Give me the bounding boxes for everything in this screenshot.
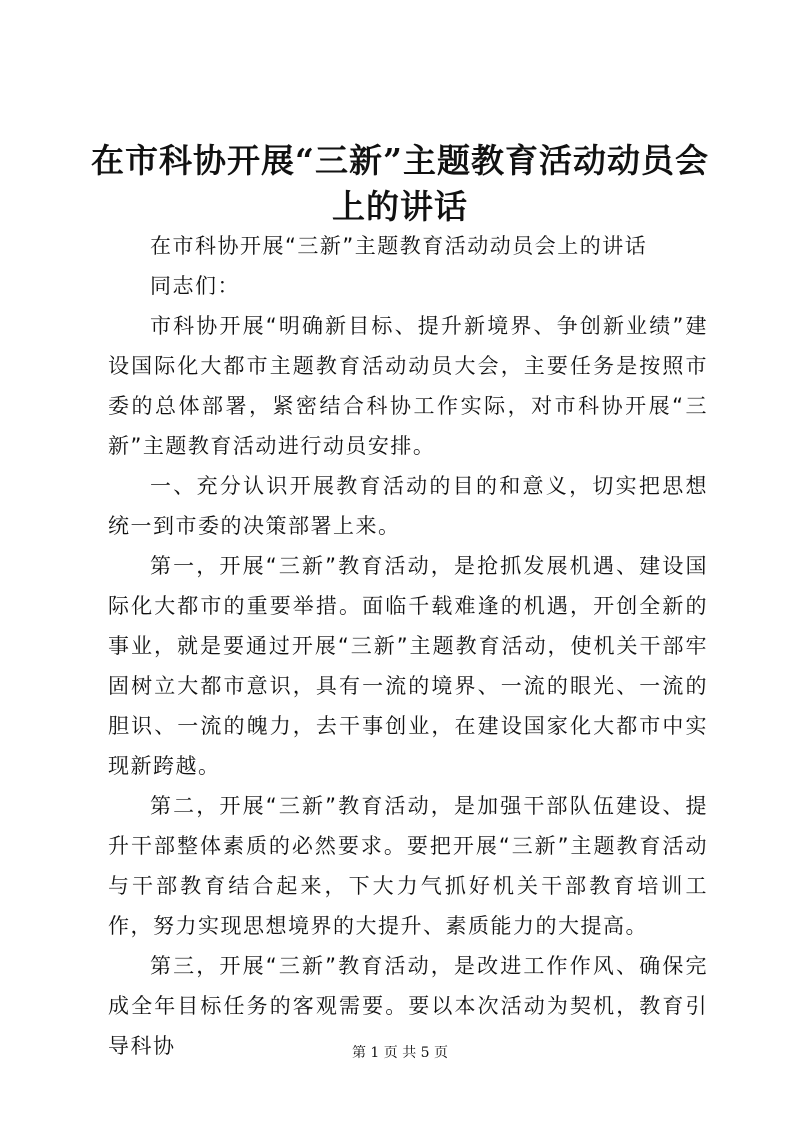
document-body <box>108 226 708 1066</box>
paragraph-intro: 市科协开展“明确新目标、提升新境界、争创新业绩”建设国际化大都市主题教育活动动员大会，主要任务是按照市委的总体部署，紧密结合科协工作实际，对市科协开展“三新”主题教育活动进行动员安排。 <box>108 314 708 458</box>
paragraph-second-point: 第二，开展“三新”教育活动，是加强干部队伍建设、提升干部整体素质的必然要求。要把开展“三新”主题教育活动与干部教育结合起来，下大力气抓好机关干部教育培训工作，努力实现思想境界的大提升、素质能力的大提高。 <box>108 794 708 938</box>
document-title: 在市科协开展“三新”主题教育活动动员会上的讲话 <box>91 141 709 226</box>
paragraph-third-point: 第三，开展“三新”教育活动，是改进工作作风、确保完成全年目标任务的客观需要。要以本次活动为契机，教育引导科协 <box>108 954 708 1058</box>
page-footer: 第 1 页 共 5 页 <box>351 1045 449 1061</box>
paragraph-salutation: 同志们： <box>150 274 240 298</box>
paragraph-first-point: 第一，开展“三新”教育活动，是抢抓发展机遇、建设国际化大都市的重要举措。面临千载难逢的机遇，开创全新的事业，就是要通过开展“三新”主题教育活动，使机关干部牢固树立大都市意识，具有一流的境界、一流的眼光、一流的胆识、一流的魄力，去干事创业，在建设国家化大都市中实现新跨越。 <box>108 554 708 778</box>
paragraph-section-one-heading: 一、充分认识开展教育活动的目的和意义，切实把思想统一到市委的决策部署上来。 <box>108 474 708 538</box>
paragraph-subtitle: 在市科协开展“三新”主题教育活动动员会上的讲话 <box>150 234 648 258</box>
